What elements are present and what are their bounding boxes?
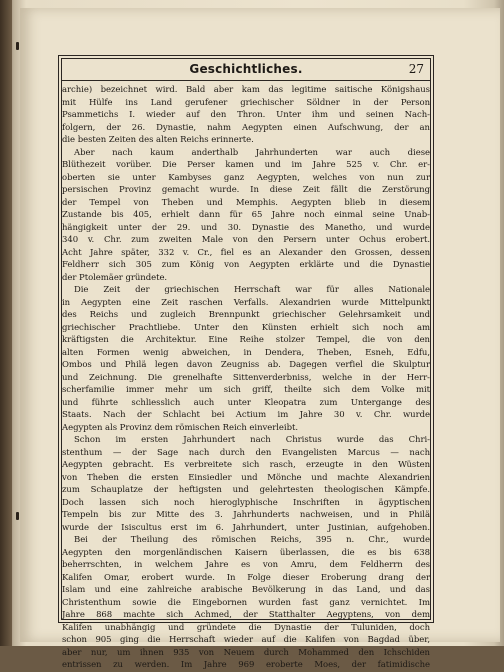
binding-mark <box>16 512 19 520</box>
text-line: Staats. Nach der Schlacht bei Actium im Jahre 30 v. Chr. wurde <box>62 410 430 420</box>
text-line: beherrschten, in welchem Jahre es von Amru, dem Feldherrn des <box>62 560 430 570</box>
text-line: Ombos und Philä legen davon Zeugniss ab. Dagegen verfiel die Skulptur <box>62 360 430 370</box>
text-line: alten Formen wenig abweichen, in Dendera, Theben, Esneh, Edfu, <box>62 347 430 358</box>
text-line: Bei der Theilung des römischen Reichs, 395 n. Chr., wurde <box>74 535 430 545</box>
text-line: oberten sie unter Kambyses ganz Aegypten, welches von nun zur <box>62 172 430 183</box>
text-line: Doch lassen sich noch hieroglyphische Inschriften in ägyptischen <box>62 497 430 508</box>
body-text <box>62 84 430 670</box>
book-spine <box>0 0 12 646</box>
text-line: Aegypten als Provinz dem römischen Reich einverleibt. <box>62 422 298 433</box>
text-line: und führte schliesslich auch unter Kleopatra zum Untergange des <box>62 397 430 408</box>
text-line: hängigkeit unter der 29. und 30. Dynastie des Manetho, und wurde <box>62 222 430 233</box>
text-line: scherfamilie immer mehr um sich griff, theilte sich dem Volke mit <box>62 385 430 395</box>
text-line: griechischer Prachtliebe. Unter den Künsten erhielt sich noch am <box>62 322 430 333</box>
page-number: 27 <box>408 62 424 76</box>
text-line: Aegypten gebracht. Es verbreitete sich rasch, erzeugte in den Wüsten <box>62 460 430 470</box>
text-line: Aber nach kaum anderthalb Jahrhunderten war auch diese <box>74 147 430 158</box>
text-line: Aegypten den morgenländischen Kaisern überlassen, die es bis 638 <box>62 547 430 558</box>
text-line: mit Hülfe ins Land gerufener griechischer Söldner in der Person <box>62 97 430 108</box>
text-line: der Tempel von Theben und Memphis. Aegypten blieb in diesem <box>62 197 430 208</box>
text-line: Acht Jahre später, 332 v. Cr., fiel es an Alexander den Grossen, dessen <box>62 247 430 258</box>
text-line: Tempeln bis zur Mitte des 3. Jahrhunderts nachweisen, und in Philä <box>62 510 430 520</box>
text-line: Schon im ersten Jahrhundert nach Christus wurde das Chri- <box>74 435 430 445</box>
text-line: Islam und eine zahlreiche arabische Bevölkerung in das Land, und das <box>62 585 430 595</box>
text-line: Psammetichs I. wieder auf den Thron. Unter ihm und seinen Nach- <box>62 110 430 120</box>
text-line: und Zeichnung. Die grenelhafte Sittenverderbniss, welche in der Herr- <box>62 372 430 383</box>
text-line: Feldherr sich 305 zum König von Aegypten erklärte und die Dynastie <box>62 260 430 270</box>
text-line: aber nur, um ihnen 935 von Neuem durch Mohammed den Ichschiden <box>62 647 430 658</box>
text-line: folgern, der 26. Dynastie, nahm Aegypten einen Aufschwung, der an <box>62 122 430 133</box>
text-line: die besten Zeiten des alten Reichs erinnerte. <box>62 135 254 145</box>
text-line: zum Schauplatze der heftigsten und gelehrtesten theologischen Kämpfe. <box>62 485 430 495</box>
text-line: entrissen zu werden. Im Jahre 969 eroberte Moes, der fatimidische <box>62 660 430 670</box>
text-line: von Theben die ersten Einsiedler und Mönche und machte Alexandrien <box>62 472 430 483</box>
text-line: 340 v. Chr. zum zweiten Male von den Persern unter Ochus erobert. <box>62 235 430 245</box>
header-rule <box>62 80 430 81</box>
binding-mark <box>16 42 19 50</box>
text-line: Christenthum sowie die Eingebornen wurden fast ganz vernichtet. Im <box>62 597 430 608</box>
text-line: Kalifen unabhängig und gründete die Dynastie der Tuluniden, doch <box>62 622 430 633</box>
running-head-title: Geschichtliches. <box>189 62 303 76</box>
text-line: in Aegypten eine Zeit raschen Verfalls. Alexandrien wurde Mittelpunkt <box>62 297 430 308</box>
text-line: Blüthezeit vorüber. Die Perser kamen und im Jahre 525 v. Chr. er- <box>62 160 430 170</box>
text-line: Kalifen Omar, erobert wurde. In Folge dieser Eroberung drang der <box>62 572 430 583</box>
text-line: des Reichs und zugleich Brennpunkt griechischer Gelehrsamkeit und <box>62 310 430 320</box>
text-line: schon 905 ging die Herrschaft wieder auf die Kalifen von Bagdad über, <box>62 635 430 645</box>
text-line: kräftigsten die Architektur. Eine Reihe stolzer Tempel, die von den <box>62 335 430 345</box>
text-line: archie) bezeichnet wird. Bald aber kam das legitime saitische Königshaus <box>62 85 430 95</box>
text-line: Zustande bis 405, erhielt dann für 65 Jahre noch einmal seine Unab- <box>62 210 430 220</box>
text-line: Jahre 868 machte sich Achmed, der Statthalter Aegyptens, von dem <box>62 610 430 620</box>
text-line: Die Zeit der griechischen Herrschaft war für alles Nationale <box>74 285 430 295</box>
text-line: der Ptolemäer gründete. <box>62 272 168 283</box>
running-header <box>62 60 430 80</box>
text-line: wurde der Isiscultus erst im 6. Jahrhundert, unter Justinian, aufgehoben. <box>62 522 430 533</box>
text-line: persischen Provinz gemacht wurde. In diese Zeit fällt die Zerstörung <box>62 185 430 195</box>
text-line: stenthum — der Sage nach durch den Evangelisten Marcus — nach <box>62 447 430 458</box>
